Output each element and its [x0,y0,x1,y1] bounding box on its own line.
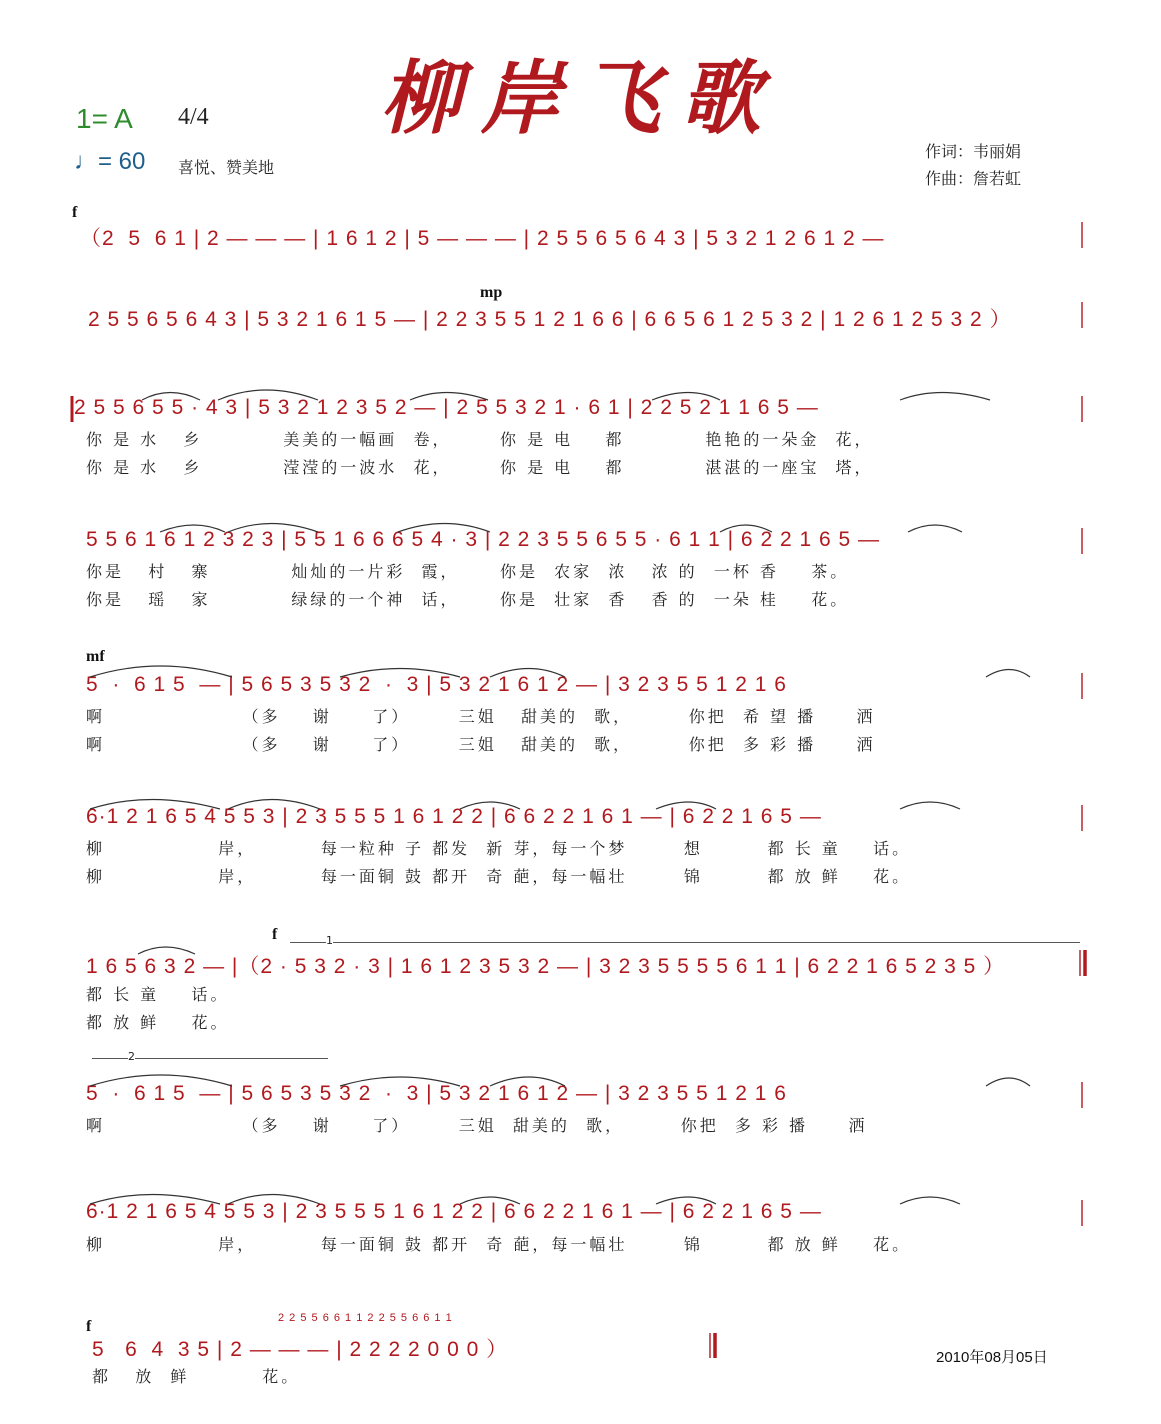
notation-line: （2 5 6 1 | 2 — — — | 1 6 1 2 | 5 — — — | 2 5 5 6 5 6 4 3 | 5 3 2 1 2 6 1 2 — [80,227,885,250]
slur [652,393,720,401]
slur [228,800,320,810]
lyrics-verse-1: 你是 村 寨 灿灿的一片彩 霞， 你是 农家 浓 浓 的 一杯 香 茶。 [86,562,850,581]
slur [340,669,460,678]
slur [398,524,490,533]
slur [460,802,520,809]
notation-line: 2 5 5 6 5 5 · 4 3 | 5 3 2 1 2 3 5 2 — | 2 5 5 3 2 1 · 6 1 | 2 2 5 2 1 1 6 5 — [74,396,819,419]
key-signature: 1= A [76,103,133,134]
lyrics-verse-2: 你 是 水 乡 滢滢的一波水 花， 你 是 电 都 湛湛的一座宝 塔， [86,458,874,477]
composer-credit: 作曲：詹若虹 [925,169,1022,188]
time-signature: 4/4 [178,104,209,130]
lyrics-verse-2: 柳 岸， 每一面铜 鼓 都开 奇 葩，每一幅壮 锦 都 放 鲜 花。 [86,867,912,886]
dynamic-marking: mp [480,284,503,301]
dynamic-marking: f [72,204,78,221]
slur [340,1077,460,1086]
dynamic-marking: mf [86,648,105,665]
slur [900,802,960,809]
lyricist-credit: 作词：韦丽娟 [925,142,1022,161]
grace-notes: 2 2 5 5 6 6 1 1 2 2 5 5 6 6 1 1 [278,1312,453,1324]
lyrics-verse-1: 都 放 鲜 花。 [92,1367,301,1386]
notation-line: 6·1 2 1 6 5 4 5 5 3 | 2 3 5 5 5 1 6 1 2 2 | 6 6 2 2 1 6 1 — | 6 2 2 1 6 5 — [86,805,822,828]
slur [490,1077,565,1086]
lyrics-verse-2: 啊 （多 谢 了） 三姐 甜美的 歌， 你把 多 彩 播 洒 [86,735,876,754]
date-stamp: 2010年08月05日 [936,1349,1048,1366]
slur [490,669,565,678]
slur [138,947,195,954]
notation-line: 5 5 6 1 6 1 2 3 2 3 | 5 5 1 6 6 6 5 4 · 3 | 2 2 3 5 5 6 5 5 · 6 1 1 | 6 2 2 1 6 5 — [86,528,881,551]
slur [228,1195,320,1205]
dynamic-marking: f [86,1318,92,1335]
slur [90,800,220,810]
slur [908,525,962,532]
slur [460,1197,520,1204]
slur [90,1195,220,1205]
slur [90,666,232,677]
slur [410,393,488,401]
slur [900,393,990,401]
slur [90,1075,232,1086]
notation-line: 2 5 5 6 5 6 4 3 | 5 3 2 1 6 1 5 — | 2 2 3 5 5 1 2 1 6 6 | 6 6 5 6 1 2 5 3 2 | 1 2 6 1 2 5 3 2 ） [88,308,1012,331]
lyrics-verse-1: 啊 （多 谢 了） 三姐 甜美的 歌， 你把 希 望 播 洒 [86,707,876,726]
dynamic-marking: f [272,926,278,943]
slur [142,393,200,401]
volta-number: 2 [128,1050,135,1063]
lyrics-verse-1: 你 是 水 乡 美美的一幅画 卷， 你 是 电 都 艳艳的一朵金 花， [86,430,874,449]
slur [900,1197,960,1204]
slur [656,1197,716,1204]
page-title: 柳岸飞歌 [380,51,781,145]
notation-line: 1 6 5 6 3 2 — |（2 · 5 3 2 · 3 | 1 6 1 2 3 5 3 2 — | 3 2 3 5 5 5 5 6 1 1 | 6 2 2 1 6 5 2 3 5 ） [86,955,1006,978]
lyrics-verse-1: 都 长 童 话。 [86,985,230,1004]
notation-line: 5 · 6 1 5 — | 5 6 5 3 5 3 2 · 3 | 5 3 2 1 6 1 2 — | 3 2 3 5 5 1 2 1 6 [86,673,787,696]
volta-number: 1 [326,934,333,947]
slur [986,1078,1030,1086]
notation-line: 5 6 4 3 5 | 2 — — — | 2 2 2 2 0 0 0 ） [92,1338,509,1361]
slur [720,525,772,532]
lyrics-verse-1: 柳 岸， 每一粒种 子 都发 新 芽，每一个梦 想 都 长 童 话。 [86,839,912,858]
slur [656,802,716,809]
lyrics-verse-2: 都 放 鲜 花。 [86,1013,230,1032]
slur [986,670,1030,678]
slur [160,525,225,532]
notation-line: 5 · 6 1 5 — | 5 6 5 3 5 3 2 · 3 | 5 3 2 1 6 1 2 — | 3 2 3 5 5 1 2 1 6 [86,1082,787,1105]
expression-marking: 喜悦、赞美地 [178,158,275,177]
tempo-marking: ♩= 60 [74,148,146,175]
lyrics-verse-2: 你是 瑶 家 绿绿的一个神 话， 你是 壮家 香 香 的 一朵 桂 花。 [86,590,850,609]
lyrics-verse-1: 啊 （多 谢 了） 三姐 甜美的 歌， 你把 多 彩 播 洒 [86,1116,868,1135]
lyrics-verse-1: 柳 岸， 每一面铜 鼓 都开 奇 葩，每一幅壮 锦 都 放 鲜 花。 [86,1235,912,1254]
notation-line: 6·1 2 1 6 5 4 5 5 3 | 2 3 5 5 5 1 6 1 2 2 | 6 6 2 2 1 6 1 — | 6 2 2 1 6 5 — [86,1200,822,1223]
slur [228,524,318,533]
slur [218,390,318,400]
